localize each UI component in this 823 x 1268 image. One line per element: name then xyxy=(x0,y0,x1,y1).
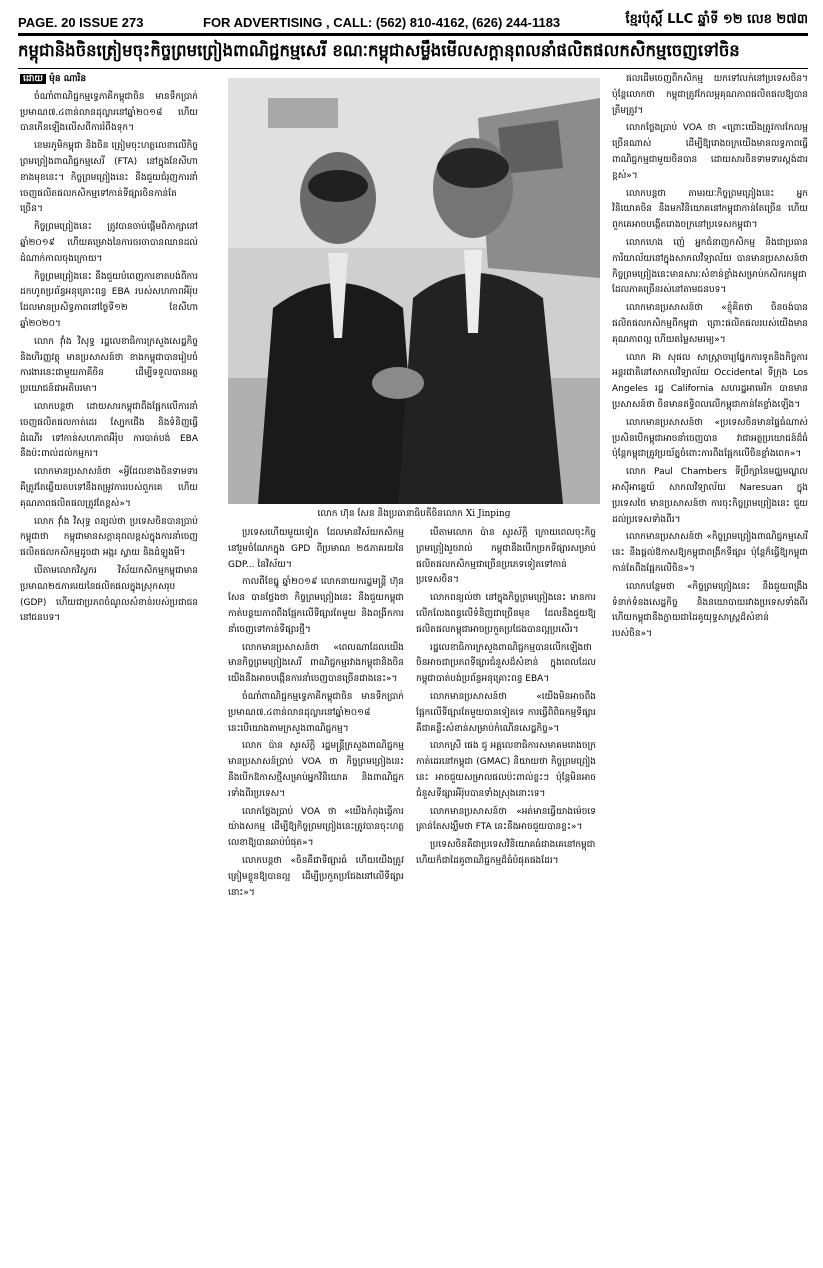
paragraph: លោក អ៊ា សុផល សាស្ត្រាចារ្យផ្នែកការទូតនិងកិច្ចការអន្តរជាតិនៅសាកលវិទ្យាល័យ Occidental ទីក្រុង Los Angeles រដ្ឋ California សហរដ្ឋអាមេរិក បានមានប្រសាសន៍ថា ចិនមានឥទ្ធិពលលើកម្ពុជាកាន់តែខ្លាំងឡើង។ xyxy=(612,352,808,410)
paragraph: លោកមានប្រសាសន៍ថា «ខ្ញុំគិតថា ចិនចង់បានផលិតផលកសិកម្មពីកម្ពុជា ព្រោះផលិតផលរបស់យើងមានគុណភាពល្អ ហើយតម្លៃសមរម្យ»។ xyxy=(612,303,808,345)
photo-caption: លោក ហ៊ុន សែន និងប្រធានាធិបតីចិនលោក Xi Jinping xyxy=(317,509,511,519)
column-2-body xyxy=(228,526,404,901)
paragraph: ប្រទេសហើយមួយទៀត ដែលមានវិស័យកសិកម្មនៅរួមចំណែកក្នុង GPD ពីប្រមាណ ២៥ភាគរយនៃ GDP... នៃវិស័យ។ xyxy=(228,528,404,570)
article-column-4 xyxy=(612,72,808,1262)
paragraph: លោក វ៉ាំង វិសុទ្ធ ពន្យល់ថា ប្រទេសចិនបានប្រាប់កម្ពុជាថា កម្ពុជាមានសក្តានុពលខ្ពស់ក្នុងការនាំចេញផលិតផលកសិកម្មដូចជា អង្ករ ស្វាយ និងដំឡូងមី។ xyxy=(20,516,198,559)
paragraph: លោកមានប្រសាសន៍ថា «ប្រទេសចិនមានផ្ទៃធំណាស់ ប្រសិនបើកម្ពុជាអាចនាំចេញបាន វាជាអត្ថប្រយោជន៍ដ៏ធំ ប៉ុន្តែកម្ពុជាត្រូវប្រយ័ត្នចំពោះការពឹងផ្អែកលើចិនខ្លាំងពេក»។ xyxy=(612,417,808,460)
article-headline: កម្ពុជានិងចិនត្រៀមចុះកិច្ចព្រមព្រៀងពាណិជ្ជកម្មសេរី ខណៈកម្ពុជាសម្លឹងមើលសក្តានុពលនាំផលិតផលកសិកម្មចេញទៅចិន xyxy=(18,41,740,60)
paragraph: លោកស្រី ផេង ជូ អគ្គលេខាធិការសមាគមរោងចក្រកាត់ដេរនៅកម្ពុជា (GMAC) និយាយថា កិច្ចព្រមព្រៀងនេះ អាចជួយសម្រាលផលប៉ះពាល់ខ្លះៗ ប៉ុន្តែមិនអាចជំនួសទីផ្សារអឺរ៉ុបបានទាំងស្រុងនោះទេ។ xyxy=(416,741,596,799)
paragraph: លោក Paul Chambers ទីប្រឹក្សានៃមជ្ឈមណ្ឌលអាស៊ីអាគ្នេយ៍ សាកលវិទ្យាល័យ Naresuan ក្នុងប្រទេសថៃ មានប្រសាសន៍ថា ការចុះកិច្ចព្រមព្រៀងនេះ ជួយដល់ប្រទេសទាំងពីរ។ xyxy=(612,467,808,525)
byline-author: ម៉ុន ណារិន xyxy=(49,74,87,84)
paragraph: លោកបន្តថា «ចិនគឺជាទីផ្សារធំ ហើយយើងត្រូវត្រៀមខ្លួនឱ្យបានល្អ ដើម្បីប្រកួតប្រជែងនៅលើទីផ្សារនោះ»។ xyxy=(228,855,404,898)
advertising-contact: FOR ADVERTISING , CALL: (562) 810-4162, (626) 244-1183 xyxy=(203,15,561,30)
paragraph: លោកថ្លែងប្រាប់ VOA ថា «ព្រោះយើងត្រូវការកែលម្អច្រើនណាស់ ដើម្បីឱ្យរោងចក្រយើងមានលទ្ធភាពធ្វើពាណិជ្ជកម្មជាមួយចិនបាន ដោយសារចិនទាមទារស្តង់ដារខ្ពស់»។ xyxy=(612,123,808,181)
paragraph: កិច្ចព្រមព្រៀងនេះ ត្រូវបានចាប់ផ្តើមពិភាក្សានៅឆ្នាំ២០១៩ ហើយគម្រោងនៃការចរចាបានឈានដល់ដំណាក់កាលចុងក្រោយ។ xyxy=(20,222,198,264)
paragraph: ប្រទេសចិនគឺជាប្រទេសវិនិយោគធំជាងគេនៅកម្ពុជា ហើយក៏ជាដៃគូពាណិជ្ជកម្មដ៏ធំបំផុតផងដែរ។ xyxy=(416,840,596,866)
paragraph: លោក វ៉ាំង វិសុទ្ធ រដ្ឋលេខាធិការក្រសួងសេដ្ឋកិច្ច និងហិរញ្ញវត្ថុ មានប្រសាសន៍ថា ខាងកម្ពុជាបានរៀបចំការងារនេះជាមួយភាគីចិន ដើម្បីទទួលបានអត្ថប្រយោជន៍ជាអតិបរមា។ xyxy=(20,336,198,395)
paragraph: រដ្ឋលេខាធិការក្រសួងពាណិជ្ជកម្មបានលើកឡើងថា ចិនអាចជាប្រភពទីផ្សារជំនួសដ៏សំខាន់ ក្នុងពេលដែលកម្ពុជាបាត់បង់ប្រព័ន្ធអនុគ្រោះពន្ធ EBA។ xyxy=(416,642,596,685)
paragraph: ផលដើមចេញពីកសិកម្ម យកទៅលក់នៅប្រទេសចិន។ ប៉ុន្តែលោកថា កម្ពុជាត្រូវកែលម្អគុណភាពផលិតផលឱ្យបានត្រឹមត្រូវ។ xyxy=(612,74,808,116)
paragraph: លោក ប៉ាន សូរស័ក្តិ រដ្ឋមន្ត្រីក្រសួងពាណិជ្ជកម្ម មានប្រសាសន៍ប្រាប់ VOA ថា កិច្ចព្រមព្រៀងនេះ នឹងបើកឱកាសថ្មីសម្រាប់អ្នកវិនិយោគ និងពាណិជ្ជករទាំងពីរប្រទេស។ xyxy=(228,741,404,799)
paragraph: បើតាមលោក ប៉ាន សូរស័ក្តិ ក្រោយពេលចុះកិច្ចព្រមព្រៀងរួចរាល់ កម្ពុជានឹងបើកច្រកទីផ្សារសម្រាប់ផលិតផលកសិកម្មជាច្រើនប្រភេទទៀតទៅកាន់ប្រទេសចិន។ xyxy=(416,528,596,586)
article-photo xyxy=(228,78,600,504)
paragraph: លោកពន្យល់ថា នៅក្នុងកិច្ចព្រមព្រៀងនេះ មានការលើកលែងពន្ធលើទំនិញជាច្រើនមុខ ដែលនឹងជួយឱ្យផលិតផលកម្ពុជាអាចប្រកួតប្រជែងបានល្អប្រសើរ។ xyxy=(416,593,596,635)
paragraph: លោកថ្លែងប្រាប់ VOA ថា «យើងកំពុងធ្វើការយ៉ាងសកម្ម ដើម្បីឱ្យកិច្ចព្រមព្រៀងនេះត្រូវបានចុះហត្ថលេខាឱ្យបានឆាប់បំផុត»។ xyxy=(228,806,404,849)
article-column-2 xyxy=(228,526,404,1262)
paragraph: លោកបន្ថែមថា «កិច្ចព្រមព្រៀងនេះ នឹងជួយពង្រឹងទំនាក់ទំនងសេដ្ឋកិច្ច និងនយោបាយរវាងប្រទេសទាំងពីរ ហើយកម្ពុជានឹងក្លាយជាដៃគូយុទ្ធសាស្ត្រដ៏សំខាន់របស់ចិន»។ xyxy=(612,581,808,640)
paragraph: ខេមរភូមិកម្ពុជា និងចិន ត្រៀមចុះហត្ថលេខាលើកិច្ចព្រមព្រៀងពាណិជ្ជកម្មសេរី (FTA) នៅក្នុងខែសីហាខាងមុខនេះ។ កិច្ចព្រមព្រៀងនេះ នឹងជួយជំរុញការនាំចេញផលិតផលកសិកម្មទៅកាន់ទីផ្សារចិនកាន់តែច្រើន។ xyxy=(20,141,198,215)
article-column-1 xyxy=(20,72,198,1262)
column-1-body xyxy=(20,90,198,627)
paragraph: លោកមានប្រសាសន៍ថា «យើងមិនអាចពឹងផ្អែកលើទីផ្សារតែមួយបានទៀតទេ ការធ្វើពិពិធកម្មទីផ្សារគឺជាគន្លឹះសំខាន់សម្រាប់កំណើនសេដ្ឋកិច្ច»។ xyxy=(416,691,596,734)
paragraph: លោកមានប្រសាសន៍ថា «អត់មានធ្វើយាងម៉េចទេ គ្រាន់តែសង្ឃឹមថា FTA នេះនឹងអាចជួយបានខ្លះ»។ xyxy=(416,806,596,833)
page-header xyxy=(18,8,808,36)
paragraph: លោកបន្តថា តាមរយៈកិច្ចព្រមព្រៀងនេះ អ្នកវិនិយោគចិន នឹងមកវិនិយោគនៅកម្ពុជាកាន់តែច្រើន ហើយពួកគេអាចបង្កើតរោងចក្រនៅប្រទេសកម្ពុជា។ xyxy=(612,188,808,231)
paragraph: បើតាមលោកវិស្វករ វិស័យកសិកម្មកម្ពុជាមានប្រមាណ២៥ភាគរយនៃផលិតផលក្នុងស្រុកសរុប (GDP) ហើយជាប្រភពចំណូលសំខាន់របស់ប្រជាជននៅជនបទ។ xyxy=(20,565,198,624)
byline xyxy=(20,72,198,88)
leaders-handshake-image xyxy=(228,78,600,504)
headline-divider xyxy=(18,68,808,69)
paragraph: លោកមានប្រសាសន៍ថា «អ្វីដែលខាងចិនទាមទារ គឺត្រូវតែឆ្លើយតបទៅនឹងតម្រូវការរបស់ពួកគេ ហើយគុណភាពផលិតផលត្រូវតែខ្ពស់»។ xyxy=(20,467,198,509)
article-column-3 xyxy=(416,526,596,1262)
paragraph: កាលពីខែធ្នូ ឆ្នាំ២០១៩ លោកនាយករដ្ឋមន្ត្រី ហ៊ុន សែន បានថ្លែងថា កិច្ចព្រមព្រៀងនេះ នឹងជួយកម្ពុជាកាត់បន្ថយភាពពឹងផ្អែកលើទីផ្សារតែមួយ និងពង្រីកការនាំចេញទៅកាន់ទីផ្សារថ្មី។ xyxy=(228,577,404,635)
column-4-body xyxy=(612,72,808,643)
column-3-body xyxy=(416,526,596,870)
publication-info: ខ្មែរប៉ុស្តិ៍ LLC ឆ្នាំទី ១២ លេខ ២៧៣ xyxy=(625,12,808,27)
paragraph: ចំណាំពាណិជ្ជកម្មទ្វេភាគីកម្ពុជាចិន មានទឹកប្រាក់ប្រមាណ៧.៤ពាន់លានដុល្លារនៅឆ្នាំ២០១៨ នេះបើយោងតាមក្រសួងពាណិជ្ជកម្ម។ xyxy=(228,691,404,734)
paragraph: លោកមានប្រសាសន៍ថា «កិច្ចព្រមព្រៀងពាណិជ្ជកម្មសេរីនេះ នឹងផ្តល់ឱកាសឱ្យកម្ពុជាពង្រីកទីផ្សារ ប៉ុន្តែក៏ធ្វើឱ្យកម្ពុជាកាន់តែពឹងផ្អែកលើចិន»។ xyxy=(612,532,808,574)
page-issue-number: PAGE. 20 ISSUE 273 xyxy=(18,15,144,30)
paragraph: លោកហេង ញ៉េ អ្នកជំនាញកសិកម្ម និងជាប្រធានការិយាល័យនៅក្នុងសាកលវិទ្យាល័យ បានមានប្រសាសន៍ថា កិច្ចព្រមព្រៀងនេះមានសារៈសំខាន់ខ្លាំងសម្រាប់កសិករកម្ពុជា ដែលភាគច្រើនរស់នៅតាមជនបទ។ xyxy=(612,237,808,296)
paragraph: ចំណាំពាណិជ្ជកម្មទ្វេភាគីកម្ពុជាចិន មានទឹកប្រាក់ប្រមាណ៧.៤ពាន់លានដុល្លារនៅឆ្នាំ២០១៨ ហើយបានកើនឡើងលើសពីការរំពឹងទុក។ xyxy=(20,91,198,134)
paragraph: លោកបន្តថា ដោយសារកម្ពុជាពឹងផ្អែកលើការនាំចេញផលិតផលកាត់ដេរ ស្បែកជើង និងទំនិញធ្វើដំណើរ ទៅកាន់សហភាពអឺរ៉ុប ការបាត់បង់ EBA នឹងប៉ះពាល់ដល់កម្មករ។ xyxy=(20,401,198,460)
byline-label: ដោយ xyxy=(20,74,46,84)
paragraph: កិច្ចព្រមព្រៀងនេះ នឹងជួយបំពេញការខាតបង់ពីការដកហូតប្រព័ន្ធអនុគ្រោះពន្ធ EBA របស់សហភាពអឺរ៉ុប ដែលមានប្រសិទ្ធភាពនៅថ្ងៃទី១២ ខែសីហា ឆ្នាំ២០២០។ xyxy=(20,271,198,329)
paragraph: លោកមានប្រសាសន៍ថា «ពេលណាដែលយើងមានកិច្ចព្រមព្រៀងសេរី ពាណិជ្ជកម្មរវាងកម្ពុជានិងចិន យើងនឹងអាចបង្កើនការនាំចេញបានច្រើនជាងនេះ»។ xyxy=(228,642,404,685)
